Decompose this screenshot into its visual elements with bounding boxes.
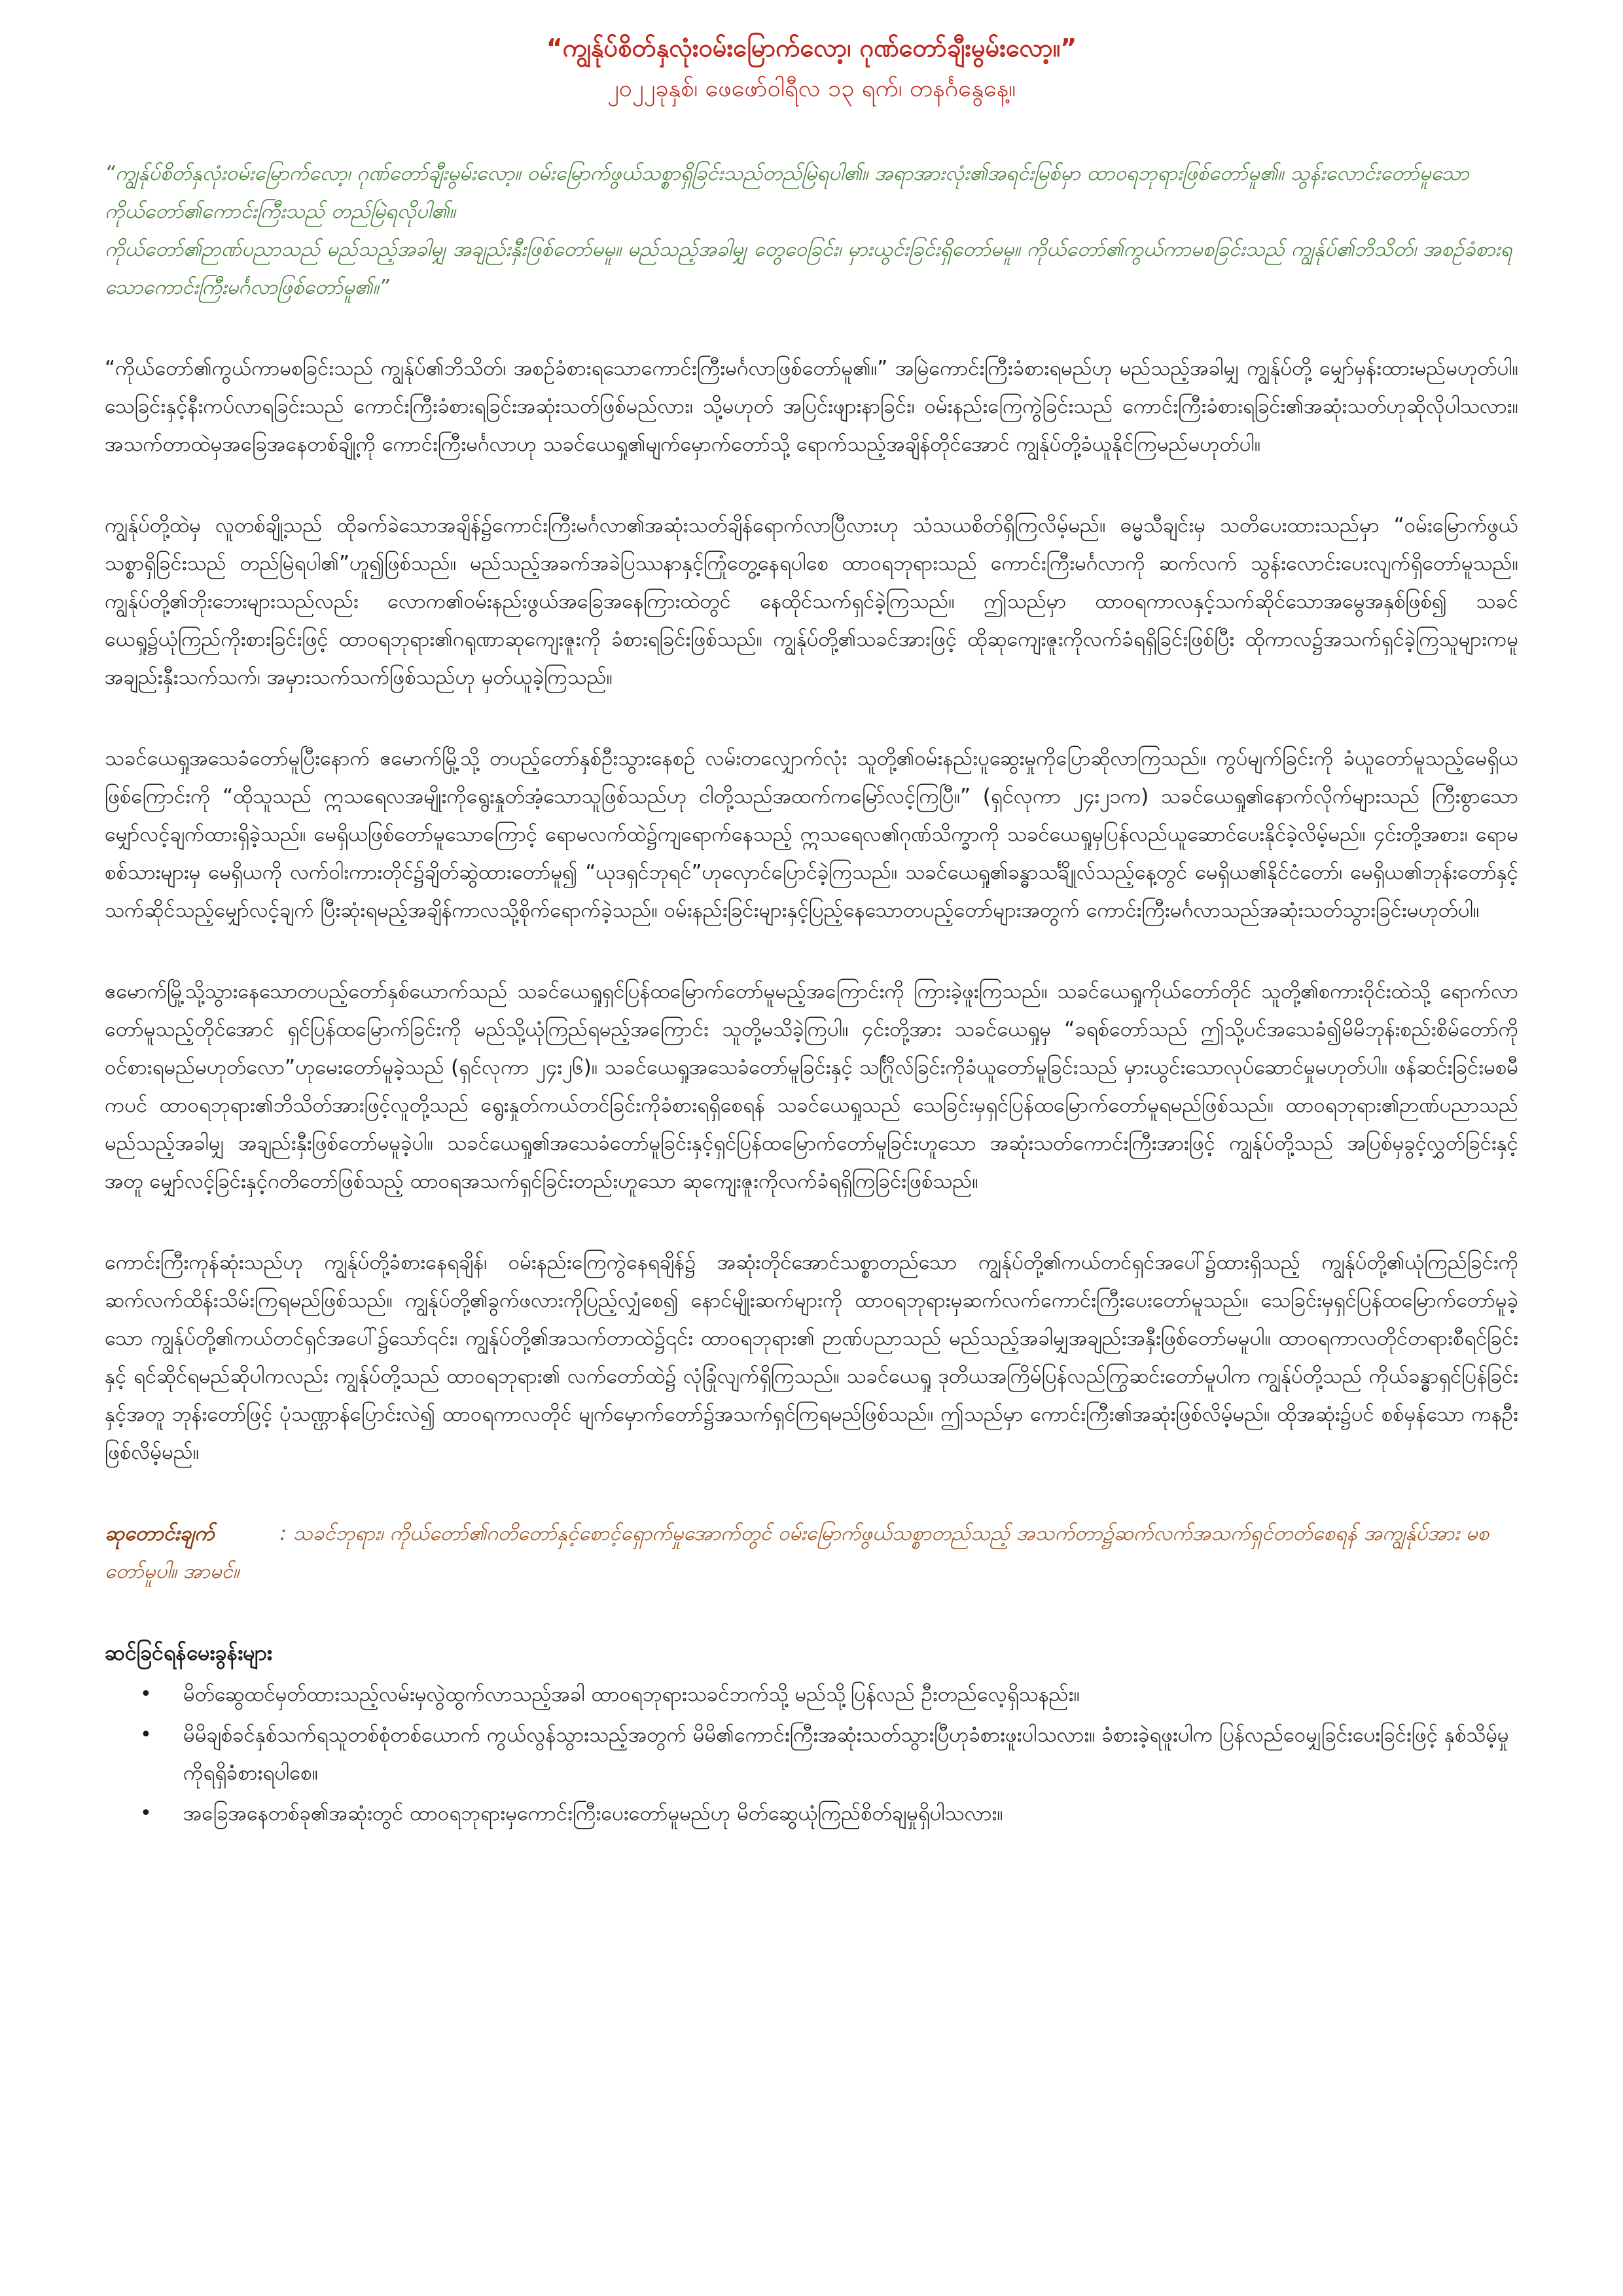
body-paragraph: “ကိုယ်တော်၏ကွယ်ကာမစခြင်းသည် ကျွန်ုပ်၏ဘိသိတ်၊ အစဉ်ခံစားရသောကောင်းကြီးမင်္ဂလာဖြစ်တော်မူ၏။” အမြဲကောင်းကြီးခံစားရမည်ဟု မည်သည့်အခါမျှ ကျွန်ုပ်တို့ မျှော်မှန်းထားမည်မဟုတ်ပါ။ သေခြင်းနှင့်နီးကပ်လာရခြင်းသည် ကောင်းကြီးခံစားရခြင်းအဆုံးသတ်ဖြစ်မည်လား၊ သို့မဟုတ် အပြင်းဖျားနာခြင်း၊ ဝမ်းနည်းကြေကွဲခြင်းသည် ကောင်းကြီးခံစားရခြင်း၏အဆုံးသတ်ဟုဆိုလိုပါသလား။ အသက်တာထဲမှအခြေအနေတစ်ချို့ကို ကောင်းကြီးမင်္ဂလာဟု သခင်ယေရှု၏မျက်မှောက်တော်သို့ ရောက်သည့်အချိန်တိုင်အောင် ကျွန်ုပ်တို့ခံယူနိုင်ကြမည်မဟုတ်ပါ။ (105, 357, 1518, 456)
question-item (105, 1716, 1518, 1792)
prayer (105, 1515, 1518, 1590)
page-title: “ကျွန်ုပ်စိတ်နှလုံးဝမ်းမြောက်လော့၊ ဂုဏ်တော်ချီးမွမ်းလော့။” (546, 33, 1077, 62)
bullet-icon: • (140, 1802, 152, 1825)
reflection-questions-heading: ဆင်ခြင်ရန်မေးခွန်းများ (105, 1640, 272, 1665)
question-text: အခြေအနေတစ်ခု၏အဆုံးတွင် ထာဝရဘုရားမှကောင်းကြီးပေးတော်မူမည်ဟု မိတ်ဆွေယုံကြည်စိတ်ချမှုရှိပါသလား။ (183, 1802, 1003, 1825)
verse-line: “ကျွန်ုပ်စိတ်နှလုံးဝမ်းမြောက်လော့၊ ဂုဏ်တော်ချီးမွမ်းလော့။ ဝမ်းမြောက်ဖွယ်သစ္စာရှိခြင်းသည်တည်မြဲရပါ၏။ အရာအားလုံး၏အရင်းမြစ်မှာ ထာဝရဘုရားဖြစ်တော်မူ၏။ သွန်းလောင်းတော်မူသောကိုယ်တော်၏ကောင်းကြီးသည် တည်မြဲရလိုပါ၏။ (105, 162, 1469, 223)
hymn-verse (105, 154, 1518, 306)
prayer-label: ဆုတောင်းချက် (105, 1522, 215, 1545)
bullet-icon: • (140, 1683, 152, 1706)
reflection-questions-list (105, 1676, 1518, 1833)
question-text: မိတ်ဆွေထင်မှတ်ထားသည့်လမ်းမှလွဲထွက်လာသည့်အခါ ထာဝရဘုရားသခင်ဘက်သို့ မည်သို့ပြန်လည် ဦးတည်လေ့ရှိသနည်း။ (183, 1683, 1080, 1706)
bullet-icon: • (140, 1723, 152, 1746)
body-paragraph: ကျွန်ုပ်တို့ထဲမှ လူတစ်ချို့သည် ထိုခက်ခဲသောအချိန်၌ကောင်းကြီးမင်္ဂလာ၏အဆုံးသတ်ချိန်ရောက်လာပြီလားဟု သံသယစိတ်ရှိကြလိမ့်မည်။ ဓမ္မသီချင်းမှ သတိပေးထားသည်မှာ “ဝမ်းမြောက်ဖွယ်သစ္စာရှိခြင်းသည် တည်မြဲရပါ၏”ဟူ၍ဖြစ်သည်။ မည်သည့်အခက်အခဲပြဿနာနှင့်ကြုံတွေ့နေရပါစေ ထာဝရဘုရားသည် ကောင်းကြီးမင်္ဂလာကို ဆက်လက် သွန်းလောင်းပေးလျက်ရှိတော်မူသည်။ ကျွန်ုပ်တို့၏ဘိုးဘေးများသည်လည်း လောက၏ဝမ်းနည်းဖွယ်အခြေအနေကြားထဲတွင် နေထိုင်သက်ရှင်ခဲ့ကြသည်။ ဤသည်မှာ ထာဝရကာလနှင့်သက်ဆိုင်သောအမွေအနှစ်ဖြစ်၍ သခင်ယေရှု၌ယုံကြည်ကိုးစားခြင်းဖြင့် ထာဝရဘုရား၏ဂရုဏာဆုကျေးဇူးကို ခံစားရခြင်းဖြစ်သည်။ ကျွန်ုပ်တို့၏သခင်အားဖြင့် ထိုဆုကျေးဇူးကိုလက်ခံရရှိခြင်းဖြစ်ပြီး ထိုကာလ၌အသက်ရှင်ခဲ့ကြသူများကမူ အချည်းနှီးသက်သက်၊ အမှားသက်သက်ဖြစ်သည်ဟု မှတ်ယူခဲ့ကြသည်။ (105, 514, 1518, 689)
body-paragraph: ဧမောက်မြို့သို့သွားနေသောတပည့်တော်နှစ်ယောက်သည် သခင်ယေရှုရှင်ပြန်ထမြောက်တော်မူမည့်အကြောင်းကို ကြားခဲ့ဖူးကြသည်။ သခင်ယေရှုကိုယ်တော်တိုင် သူတို့၏စကားဝိုင်းထဲသို့ ရောက်လာတော်မူသည့်တိုင်အောင် ရှင်ပြန်ထမြောက်ခြင်းကို မည်သို့ယုံကြည်ရမည့်အကြောင်း သူတို့မသိခဲ့ကြပါ။ ၄င်းတို့အား သခင်ယေရှုမှ “ခရစ်တော်သည် ဤသို့ပင်အသေခံ၍မိမိဘုန်းစည်းစိမ်တော်ကို ဝင်စားရမည်မဟုတ်လော”ဟုမေးတော်မူခဲ့သည် (ရှင်လုကာ ၂၄း၂၆)။ သခင်ယေရှုအသေခံတော်မူခြင်းနှင့် သင်္ဂြိုလ်ခြင်းကိုခံယူတော်မူခြင်းသည် မှားယွင်းသောလုပ်ဆောင်မှုမဟုတ်ပါ။ ဖန်ဆင်းခြင်းမစမီကပင် ထာဝရဘုရား၏ဘိသိတ်အားဖြင့်လူတို့သည် ရွေးနှုတ်ကယ်တင်ခြင်းကိုခံစားရရှိစေရန် သခင်ယေရှုသည် သေခြင်းမှရှင်ပြန်ထမြောက်တော်မူရမည်ဖြစ်သည်။ ထာဝရဘုရား၏ဉာဏ်ပညာသည် မည်သည့်အခါမျှ အချည်းနှီးဖြစ်တော်မမူခဲ့ပါ။ သခင်ယေရှု၏အသေခံတော်မူခြင်းနှင့်ရှင်ပြန်ထမြောက်တော်မူခြင်းဟူသော အဆုံးသတ်ကောင်းကြီးအားဖြင့် ကျွန်ုပ်တို့သည် အပြစ်မှခွင့်လွှတ်ခြင်းနှင့်အတူ မျှော်လင့်ခြင်းနှင့်ဂတိတော်ဖြစ်သည့် ထာဝရအသက်ရှင်ခြင်းတည်းဟူသော ဆုကျေးဇူးကိုလက်ခံရရှိကြခြင်းဖြစ်သည်။ (105, 980, 1518, 1193)
prayer-text: : သခင်ဘုရား၊ ကိုယ်တော်၏ဂတိတော်နှင့်စောင့်ရှောက်မှုအောက်တွင် ဝမ်းမြောက်ဖွယ်သစ္စာတည်သည့် အသက်တာ၌ဆက်လက်အသက်ရှင်တတ်စေရန် အကျွန်ုပ်အား မစတော်မူပါ။ အာမင်။ (105, 1522, 1489, 1583)
question-item (105, 1676, 1518, 1713)
question-text: မိမိချစ်ခင်နှစ်သက်ရသူတစ်စုံတစ်ယောက် ကွယ်လွန်သွားသည့်အတွက် မိမိ၏ကောင်းကြီးအဆုံးသတ်သွားပြီဟုခံစားဖူးပါသလား။ ခံစားခဲ့ရဖူးပါက ပြန်လည်ဝေမျှခြင်းပေးခြင်းဖြင့် နှစ်သိမ့်မှုကိုရရှိခံစားရပါစေ။ (183, 1723, 1509, 1785)
devotional-page (105, 26, 1518, 1835)
question-item (105, 1795, 1518, 1833)
body-paragraph: ကောင်းကြီးကုန်ဆုံးသည်ဟု ကျွန်ုပ်တို့ခံစားနေရချိန်၊ ဝမ်းနည်းကြေကွဲနေရချိန်၌ အဆုံးတိုင်အောင်သစ္စာတည်သော ကျွန်ုပ်တို့၏ကယ်တင်ရှင်အပေါ်၌ထားရှိသည့် ကျွန်ုပ်တို့၏ယုံကြည်ခြင်းကို ဆက်လက်ထိန်းသိမ်းကြရမည်ဖြစ်သည်။ ကျွန်ုပ်တို့၏ခွက်ဖလားကိုပြည့်လျှံစေ၍ နောင်မျိုးဆက်များကို ထာဝရဘုရားမှဆက်လက်ကောင်းကြီးပေးတော်မူသည်။ သေခြင်းမှရှင်ပြန်ထမြောက်တော်မူခဲ့သော ကျွန်ုပ်တို့၏ကယ်တင်ရှင်အပေါ်၌သော်၎င်း၊ ကျွန်ုပ်တို့၏အသက်တာထဲ၌၎င်း ထာဝရဘုရား၏ ဉာဏ်ပညာသည် မည်သည့်အခါမျှအချည်းအနှီးဖြစ်တော်မမူပါ။ ထာဝရကာလတိုင်တရားစီရင်ခြင်းနှင့် ရင်ဆိုင်ရမည်ဆိုပါကလည်း ကျွန်ုပ်တို့သည် ထာဝရဘုရား၏ လက်တော်ထဲ၌ လုံခြုံလျက်ရှိကြသည်။ သခင်ယေရှု ဒုတိယအကြိမ်ပြန်လည်ကြွဆင်းတော်မူပါက ကျွန်ုပ်တို့သည် ကိုယ်ခန္ဓာရှင်ပြန်ခြင်းနှင့်အတူ ဘုန်းတော်ဖြင့် ပုံသဏ္ဌာန်ပြောင်းလဲ၍ ထာဝရကာလတိုင် မျက်မှောက်တော်၌အသက်ရှင်ကြရမည်ဖြစ်သည်။ ဤသည်မှာ ကောင်းကြီး၏အဆုံးဖြစ်လိမ့်မည်။ ထိုအဆုံး၌ပင် စစ်မှန်သော ကနဦးဖြစ်လိမ့်မည်။ (105, 1251, 1518, 1464)
date-line: ၂၀၂၂ခုနှစ်၊ ဖေဖော်ဝါရီလ ၁၃ ရက်၊ တနင်္ဂနွေနေ့။ (607, 75, 1016, 102)
body-paragraph: သခင်ယေရှုအသေခံတော်မူပြီးနောက် ဧမောက်မြို့သို့ တပည့်တော်နှစ်ဦးသွားနေစဉ် လမ်းတလျှောက်လုံး သူတို့၏ဝမ်းနည်းပူဆွေးမှုကိုပြောဆိုလာကြသည်။ ကွပ်မျက်ခြင်းကို ခံယူတော်မူသည့်မေရှိယဖြစ်ကြောင်းကို “ထိုသူသည် ဣသရေလအမျိုးကိုရွေးနှုတ်အံ့သောသူဖြစ်သည်ဟု ငါတို့သည်အထက်ကမြော်လင့်ကြပြီ။” (ရှင်လုကာ ၂၄း၂၁က) သခင်ယေရှု၏နောက်လိုက်များသည် ကြီးစွာသောမျှော်လင့်ချက်ထားရှိခဲ့သည်။ မေရှိယဖြစ်တော်မူသောကြောင့် ရောမလက်ထဲ၌ကျရောက်နေသည့် ဣသရေလ၏ဂုဏ်သိက္ခာကို သခင်ယေရှုမှပြန်လည်ယူဆောင်ပေးနိုင်ခဲ့လိမ့်မည်။ ၄င်းတို့အစား၊ ရောမစစ်သားများမှ မေရှိယကို လက်ဝါးကားတိုင်၌ချိတ်ဆွဲထားတော်မူ၍ “ယုဒရှင်ဘုရင်”ဟုလှောင်ပြောင်ခဲ့ကြသည်။ သခင်ယေရှု၏ခန္ဓာသင်္ချိုလ်သည့်နေ့တွင် မေရှိယ၏နိုင်ငံတော်၊ မေရှိယ၏ဘုန်းတော်နှင့်သက်ဆိုင်သည့်မျှော်လင့်ချက် ပြီးဆုံးရမည့်အချိန်ကာလသို့စိုက်ရောက်ခဲ့သည်။ ဝမ်းနည်းခြင်းများနှင့်ပြည့်နေသောတပည့်တော်များအတွက် ကောင်းကြီးမင်္ဂလာသည်အဆုံးသတ်သွားခြင်းမဟုတ်ပါ။ (105, 747, 1518, 922)
verse-line: ကိုယ်တော်၏ဉာဏ်ပညာသည် မည်သည့်အခါမျှ အချည်းနှီးဖြစ်တော်မမူ။ မည်သည့်အခါမျှ တွေဝေခြင်း၊ မှားယွင်းခြင်းရှိတော်မမူ။ ကိုယ်တော်၏ကွယ်ကာမစခြင်းသည် ကျွန်ုပ်၏ဘိသိတ်၊ အစဉ်ခံစားရသောကောင်းကြီးမင်္ဂလာဖြစ်တော်မူ၏။” (105, 238, 1512, 299)
